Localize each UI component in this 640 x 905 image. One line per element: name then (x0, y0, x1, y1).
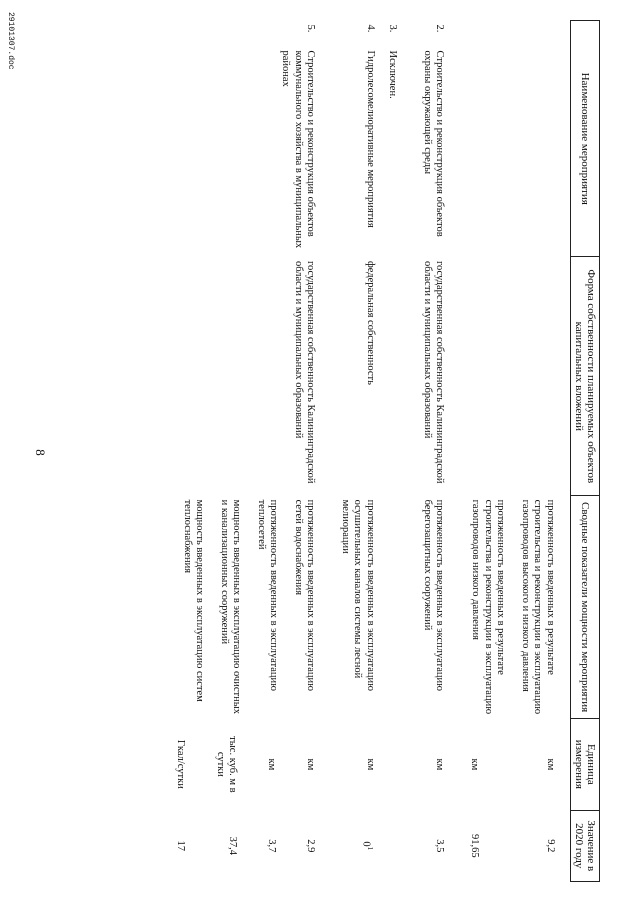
indicator-text: протяженность введенных в эксплуатацию берегозащитных сооружений (422, 499, 446, 691)
name-cell (380, 21, 403, 257)
value-cell (156, 810, 321, 881)
unit-text: тыс. куб. м в сутки (215, 736, 239, 793)
unit-cell (156, 719, 321, 810)
header-name: Наименование мероприятия (571, 21, 600, 257)
indicator-text: протяженность введенных в результате строительства и реконструкции в эксплуатацию газопроводов низкого давления (470, 499, 507, 715)
unit-cell (403, 719, 450, 810)
table-row (450, 21, 571, 882)
name-cell (321, 21, 381, 257)
value-text: 9,2 (545, 839, 556, 853)
indicator-text: протяженность введенных в результате строительства и реконструкции в эксплуатацию газопроводов высокого и низкого давления (520, 499, 556, 715)
page-number: 8 (33, 449, 48, 456)
value-text: 91,65 (469, 833, 480, 858)
unit-text: Гкал/сутки (175, 739, 187, 789)
ownership-cell (380, 257, 403, 496)
unit-text: км (305, 758, 317, 771)
value-with-footnote (359, 814, 376, 877)
table-row (403, 21, 450, 882)
measure-name: Строительство и реконструкция объектов коммунального хозяйства в муниципальных районах (280, 50, 317, 249)
indicators-cell (450, 496, 571, 719)
ownership-cell (450, 257, 571, 496)
value-cell (380, 810, 403, 881)
measure-name: Гидролесомелиоративные мероприятия (365, 50, 376, 228)
indicator-text: протяженность введенных в эксплуатацию теплосетей (256, 499, 280, 691)
indicators-cell (403, 496, 450, 719)
unit-text: км (365, 758, 376, 771)
unit-cell (380, 719, 403, 810)
indicator-text: мощность введенных в эксплуатацию очистных и канализационных сооружений (219, 499, 243, 714)
row-number: 3. (387, 24, 399, 33)
ownership-cell: государственная собственность Калининградской области и муниципальных образований (422, 260, 446, 484)
ownership-cell: государственная собственность Калининградской области и муниципальных образований (293, 260, 317, 484)
indicators-cell (156, 496, 321, 719)
ownership-cell: федеральная собственность (365, 260, 376, 385)
unit-cell (321, 719, 381, 810)
indicator-text: протяженность введенных в эксплуатацию осушительных каналов системы лесной мелиорации (340, 499, 376, 691)
value-cell (403, 810, 450, 881)
indicator-text: мощность введенных в эксплуатацию систем теплоснабжения (182, 499, 206, 702)
measure-name: Исключен. (387, 50, 399, 99)
row-number: 5. (305, 24, 317, 33)
indicators-cell (321, 496, 381, 719)
unit-cell (450, 719, 571, 810)
header-value: Значение в 2020 году (571, 810, 600, 881)
footnote-mark: 1 (366, 846, 374, 851)
row-number: 2. (434, 24, 446, 33)
document-id: 29101307.doc (6, 12, 15, 70)
value-text: 3,5 (434, 839, 446, 853)
value-text: 3,7 (266, 839, 278, 853)
header-ownership: Форма собственности планируемых объектов капитальных вложений (571, 257, 600, 496)
table-row (380, 21, 403, 882)
value-cell (321, 810, 381, 881)
indicators-cell (380, 496, 403, 719)
unit-text: км (434, 758, 446, 771)
name-cell (450, 21, 571, 257)
unit-text: км (266, 758, 278, 771)
header-unit: Единица измерения (571, 719, 600, 810)
value-cell (450, 810, 571, 881)
indicator-text: протяженность введенных в эксплуатацию сетей водоснабжения (293, 499, 317, 691)
header-indicators: Сводные показатели мощности мероприятия (571, 496, 600, 719)
value-text: 17 (175, 840, 187, 852)
value-text: 0 (360, 841, 372, 847)
value-text: 37,4 (227, 836, 239, 855)
table-row (321, 21, 381, 882)
measures-table (156, 20, 600, 882)
unit-text: км (545, 758, 556, 771)
table-row (156, 21, 321, 882)
name-cell (403, 21, 450, 257)
table-header-row (571, 21, 600, 882)
name-cell (156, 21, 321, 257)
measure-name: Строительство и реконструкция объектов охраны окружающей среды (422, 50, 446, 237)
unit-text: км (469, 758, 480, 771)
row-number: 4. (365, 24, 376, 33)
value-text: 2,9 (305, 839, 317, 853)
